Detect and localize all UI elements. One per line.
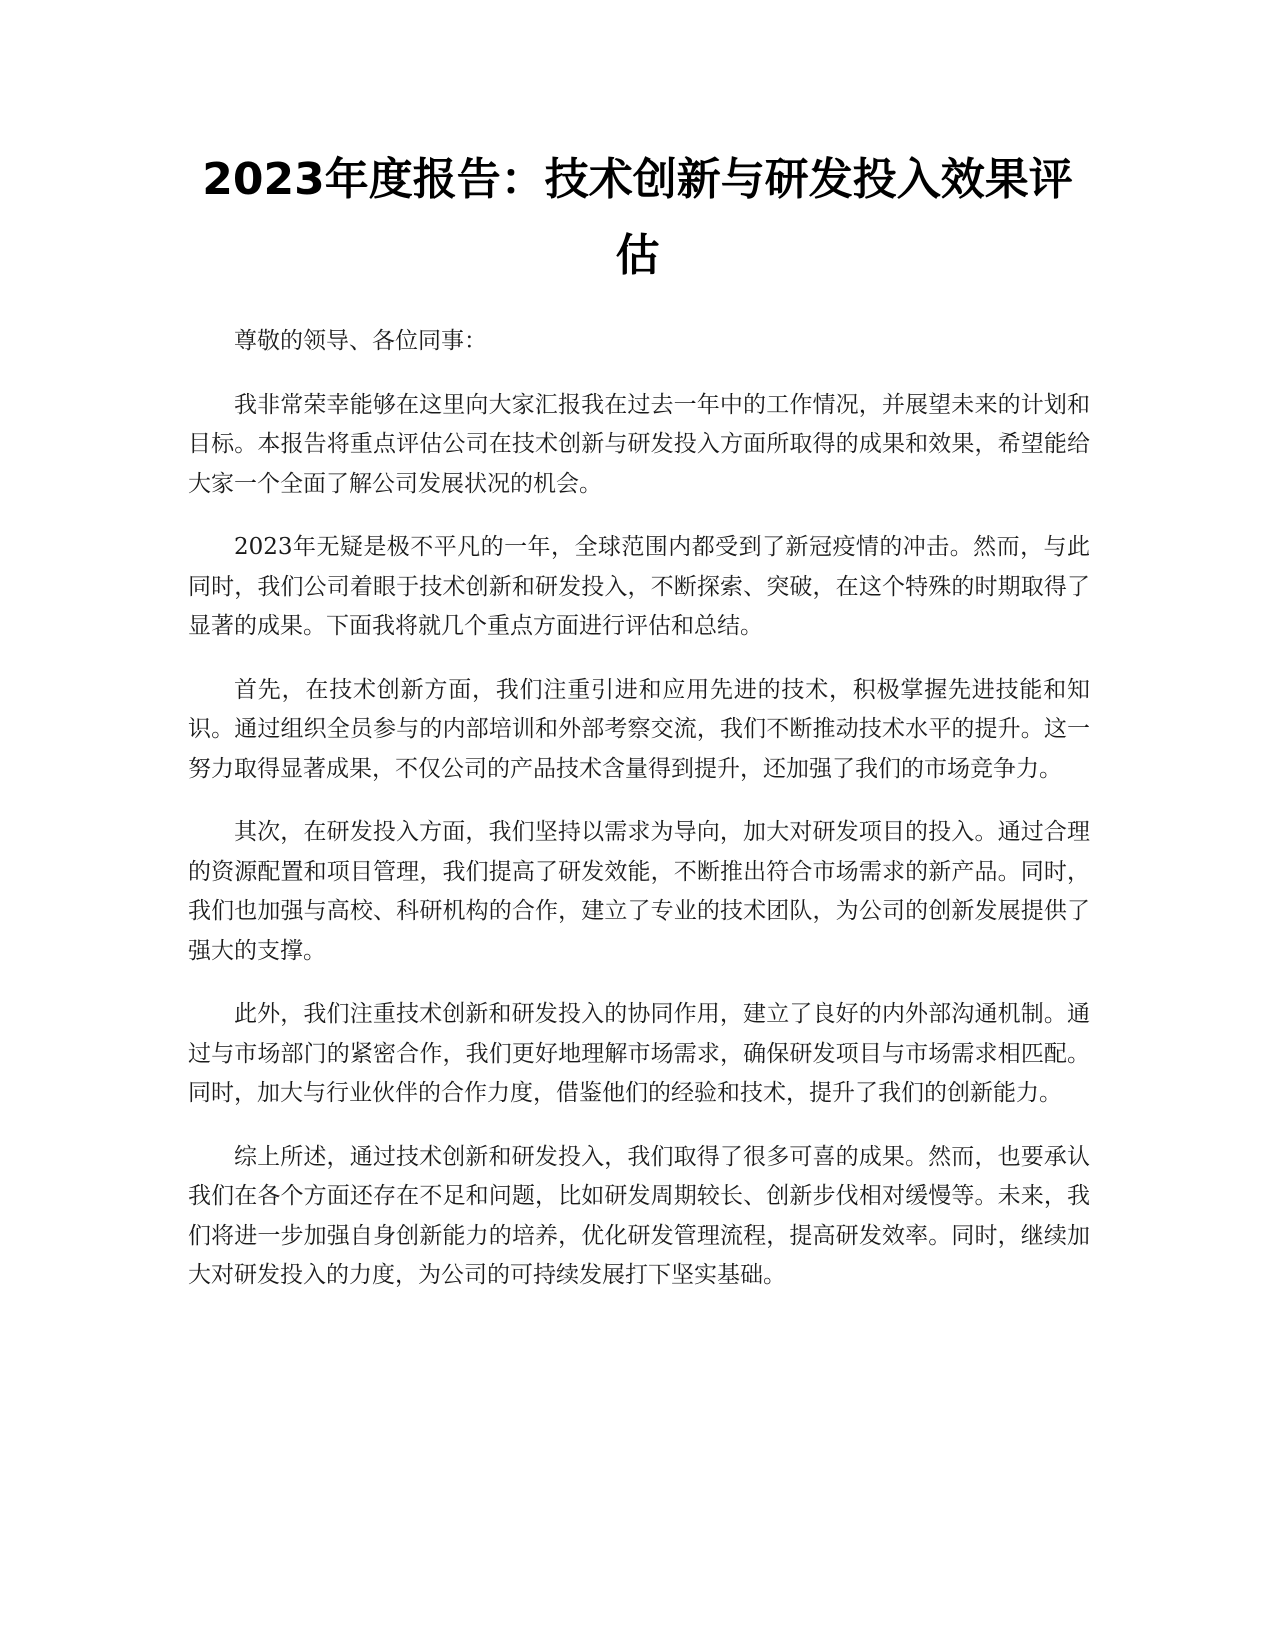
salutation: 尊敬的领导、各位同事：: [234, 328, 487, 354]
paragraph-synergy: 此外，我们注重技术创新和研发投入的协同作用，建立了良好的内外部沟通机制。通过与市场部门的紧密合作，我们更好地理解市场需求，确保研发项目与市场需求相匹配。同时，加大与行业伙伴的合作力度，借鉴他们的经验和技术，提升了我们的创新能力。: [188, 1001, 1090, 1106]
paragraph-context: 2023年无疑是极不平凡的一年，全球范围内都受到了新冠疫情的冲击。然而，与此同时，我们公司着眼于技术创新和研发投入，不断探索、突破，在这个特殊的时期取得了显著的成果。下面我将就几个重点方面进行评估和总结。: [188, 534, 1090, 639]
paragraph-rd-investment: 其次，在研发投入方面，我们坚持以需求为导向，加大对研发项目的投入。通过合理的资源配置和项目管理，我们提高了研发效能，不断推出符合市场需求的新产品。同时，我们也加强与高校、科研机构的合作，建立了专业的技术团队，为公司的创新发展提供了强大的支撑。: [188, 819, 1090, 964]
paragraph-technical-innovation: 首先，在技术创新方面，我们注重引进和应用先进的技术，积极掌握先进技能和知识。通过组织全员参与的内部培训和外部考察交流，我们不断推动技术水平的提升。这一努力取得显著成果，不仅公司的产品技术含量得到提升，还加强了我们的市场竞争力。: [188, 676, 1090, 782]
document-title: 2023年度报告：技术创新与研发投入效果评估: [202, 154, 1073, 281]
document-body: [188, 322, 1090, 1320]
paragraph-intro: 我非常荣幸能够在这里向大家汇报我在过去一年中的工作情况，并展望未来的计划和目标。本报告将重点评估公司在技术创新与研发投入方面所取得的成果和效果，希望能给大家一个全面了解公司发展状况的机会。: [188, 391, 1090, 497]
paragraph-summary: 综上所述，通过技术创新和研发投入，我们取得了很多可喜的成果。然而，也要承认我们在各个方面还存在不足和问题，比如研发周期较长、创新步伐相对缓慢等。未来，我们将进一步加强自身创新能力的培养，优化研发管理流程，提高研发效率。同时，继续加大对研发投入的力度，为公司的可持续发展打下坚实基础。: [188, 1143, 1090, 1288]
